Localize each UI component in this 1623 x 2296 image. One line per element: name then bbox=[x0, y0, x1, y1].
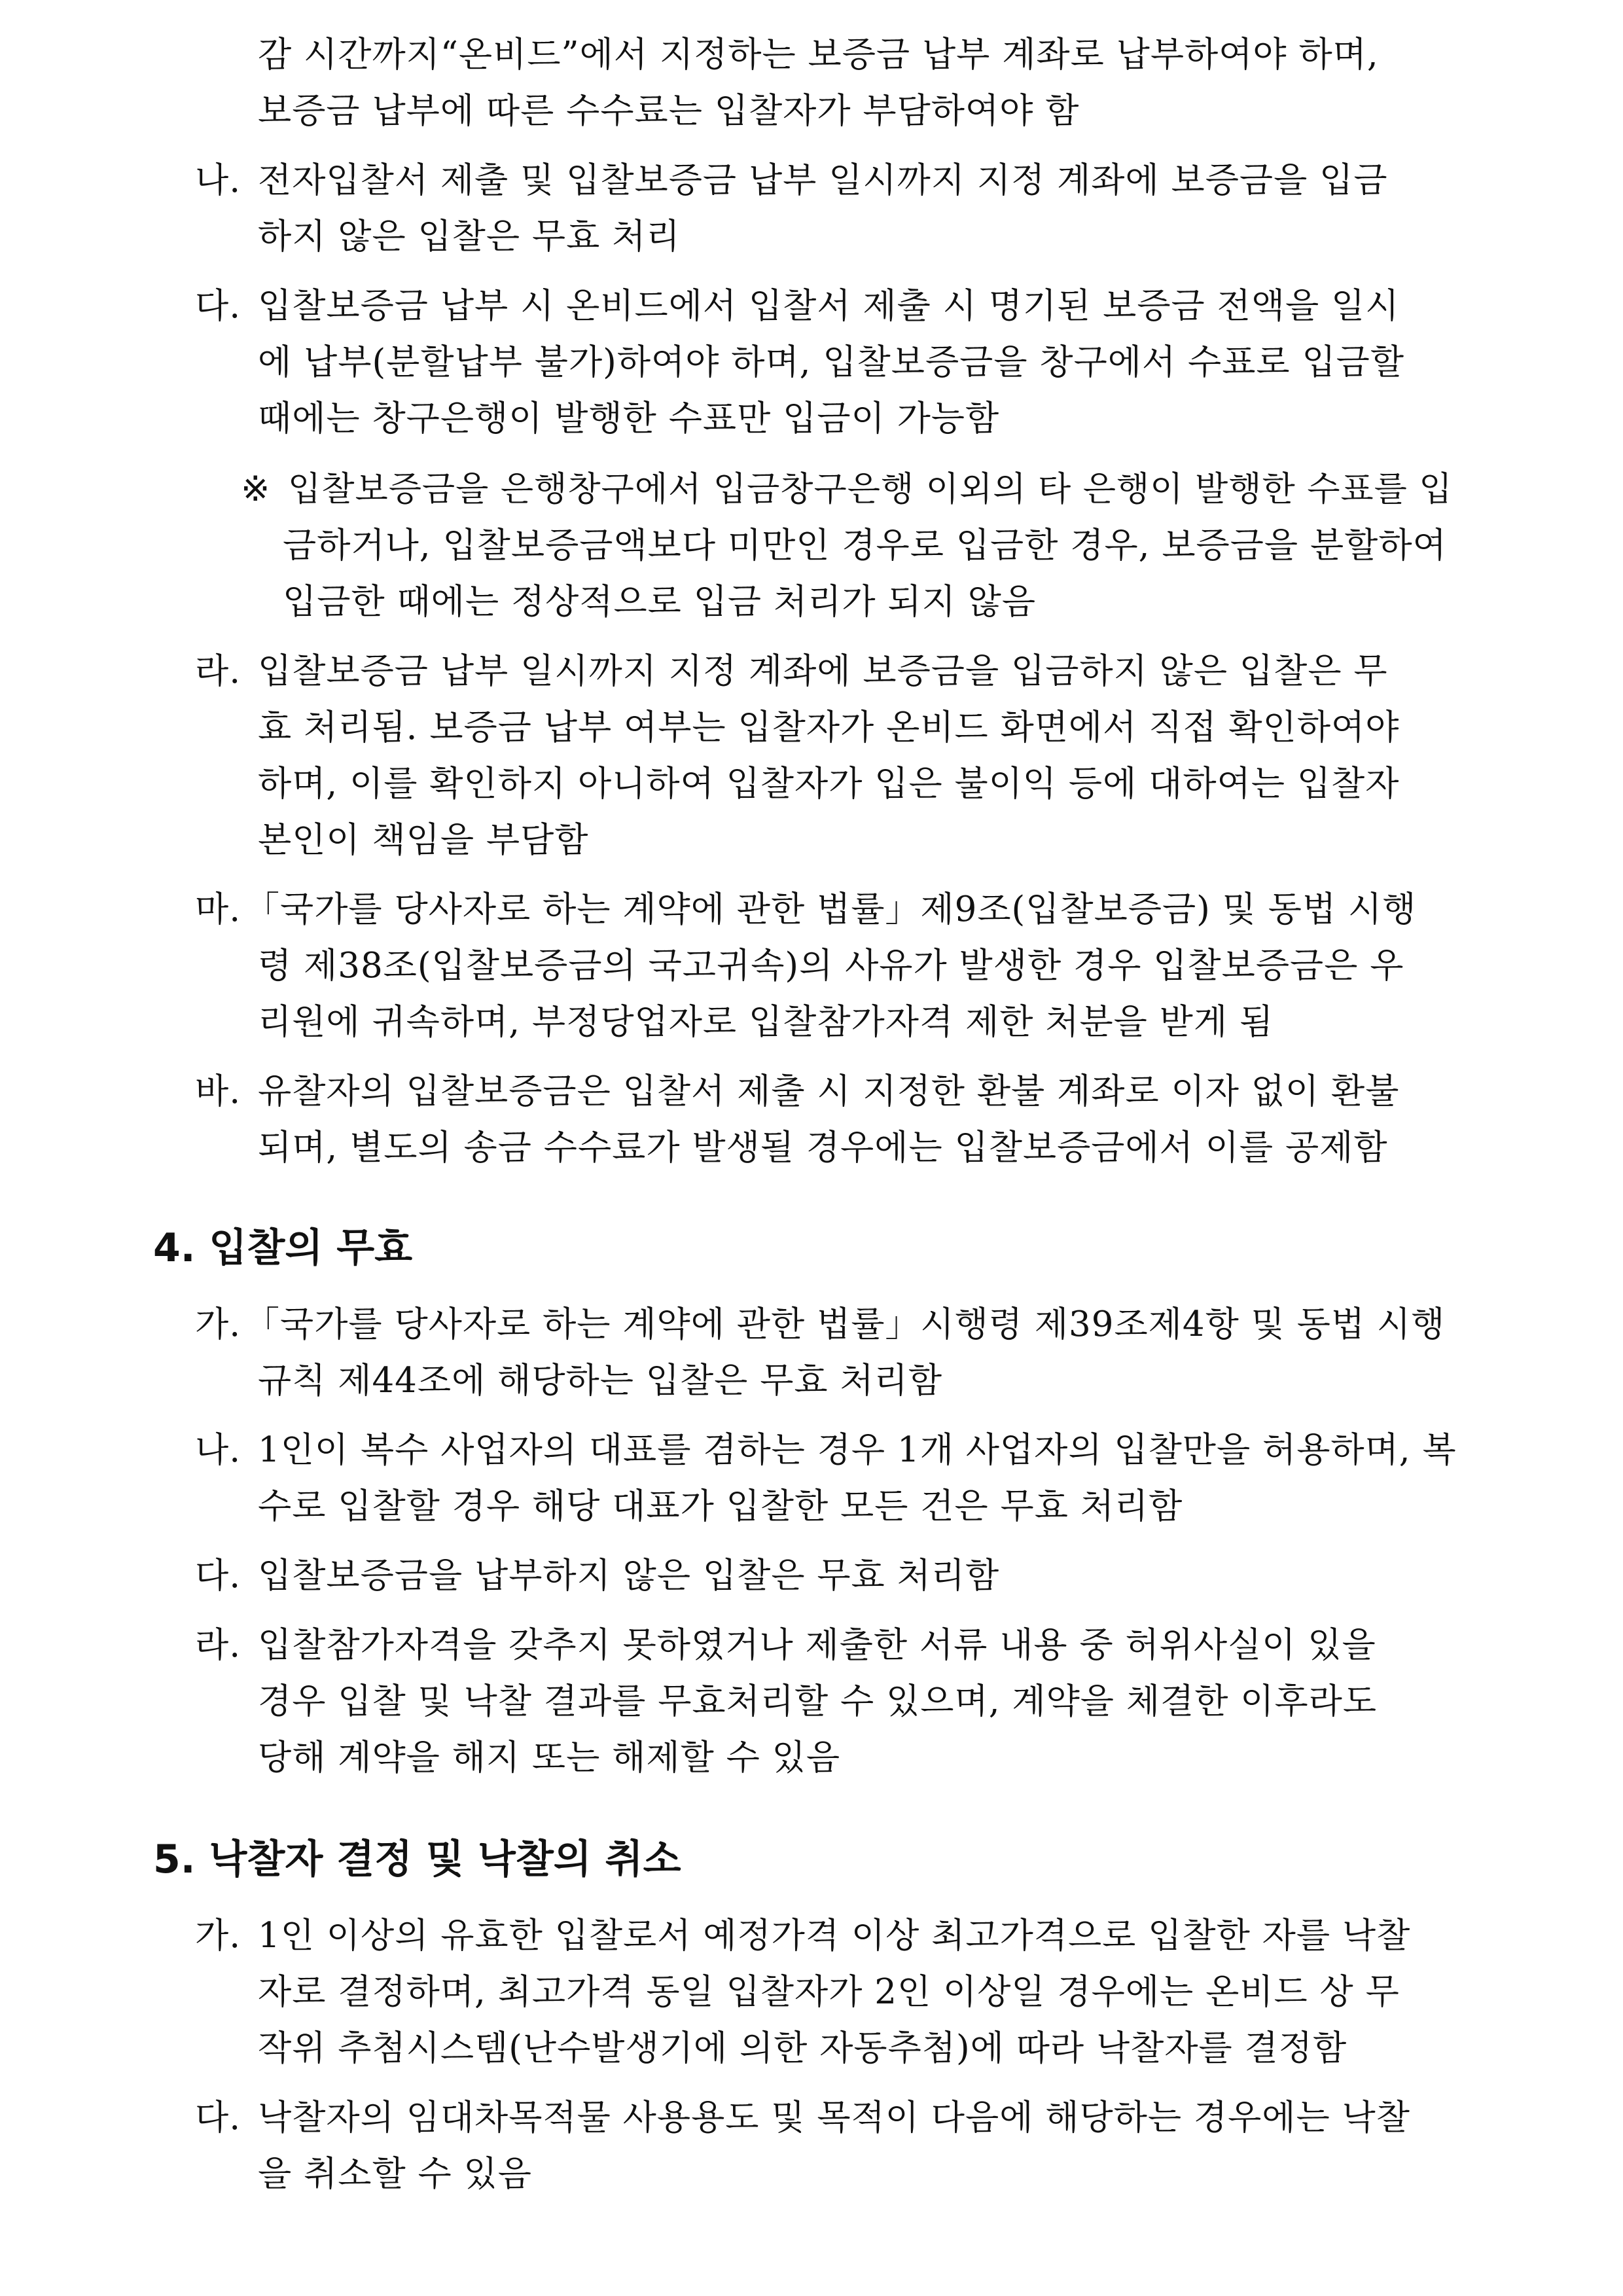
text-line: 리원에 귀속하며, 부정당업자로 입찰참가자격 제한 처분을 받게 됨 bbox=[258, 1002, 1274, 1042]
text-line: 규칙 제44조에 해당하는 입찰은 무효 처리함 bbox=[258, 1361, 943, 1401]
text-line: 본인이 책임을 부담함 bbox=[258, 820, 589, 860]
text-line: 에 납부(분할납부 불가)하여야 하며, 입찰보증금을 창구에서 수표로 입금할 bbox=[258, 342, 1405, 382]
text-line: 「국가를 당사자로 하는 계약에 관한 법률」제9조(입찰보증금) 및 동법 시행 bbox=[245, 889, 1417, 929]
text-line: 효 처리됨. 보증금 납부 여부는 입찰자가 온비드 화면에서 직접 확인하여야 bbox=[258, 708, 1400, 747]
item-marker: 가. bbox=[195, 1916, 241, 1956]
text-line: 1인 이상의 유효한 입찰로서 예정가격 이상 최고가격으로 입찰한 자를 낙찰 bbox=[258, 1916, 1411, 1956]
item-marker: 라. bbox=[195, 1625, 241, 1665]
text-line: 자로 결정하며, 최고가격 동일 입찰자가 2인 이상일 경우에는 온비드 상 무 bbox=[258, 1972, 1400, 2012]
note-marker: ※ bbox=[241, 469, 271, 509]
text-line: 낙찰자의 임대차목적물 사용용도 및 목적이 다음에 해당하는 경우에는 낙찰 bbox=[258, 2098, 1410, 2138]
text-line: 하며, 이를 확인하지 아니하여 입찰자가 입은 불이익 등에 대하여는 입찰자 bbox=[258, 764, 1400, 804]
item-marker: 마. bbox=[195, 889, 241, 929]
item-marker: 가. bbox=[195, 1304, 241, 1344]
item-marker: 나. bbox=[195, 160, 241, 200]
text-line: 때에는 창구은행이 발행한 수표만 입금이 가능함 bbox=[258, 399, 1000, 439]
text-line: 보증금 납부에 따른 수수료는 입찰자가 부담하여야 함 bbox=[258, 91, 1080, 131]
text-line: 하지 않은 입찰은 무효 처리 bbox=[258, 217, 681, 257]
text-line: 전자입찰서 제출 및 입찰보증금 납부 일시까지 지정 계좌에 보증금을 입금 bbox=[258, 160, 1388, 200]
text-line: 입찰참가자격을 갖추지 못하였거나 제출한 서류 내용 중 허위사실이 있을 bbox=[258, 1625, 1376, 1665]
text-line: 유찰자의 입찰보증금은 입찰서 제출 시 지정한 환불 계좌로 이자 없이 환불 bbox=[258, 1071, 1400, 1111]
text-line: 금하거나, 입찰보증금액보다 미만인 경우로 입금한 경우, 보증금을 분할하여 bbox=[283, 526, 1447, 565]
text-line: 입찰보증금을 은행창구에서 입금창구은행 이외의 타 은행이 발행한 수표를 입 bbox=[288, 470, 1453, 509]
item-marker: 다. bbox=[195, 1556, 241, 1596]
section-heading-5: 5. 낙찰자 결정 및 낙찰의 취소 bbox=[153, 1837, 681, 1882]
section-heading-4: 4. 입찰의 무효 bbox=[153, 1225, 413, 1271]
item-marker: 라. bbox=[195, 651, 241, 691]
text-line: 입찰보증금 납부 일시까지 지정 계좌에 보증금을 입금하지 않은 입찰은 무 bbox=[258, 651, 1388, 691]
text-line: 을 취소할 수 있음 bbox=[258, 2154, 532, 2194]
text-line: 령 제38조(입찰보증금의 국고귀속)의 사유가 발생한 경우 입찰보증금은 우 bbox=[258, 946, 1404, 986]
text-line: 「국가를 당사자로 하는 계약에 관한 법률」시행령 제39조제4항 및 동법 시행 bbox=[245, 1304, 1446, 1344]
text-line: 당해 계약을 해지 또는 해제할 수 있음 bbox=[258, 1738, 841, 1778]
item-marker: 다. bbox=[195, 286, 241, 326]
text-line: 되며, 별도의 송금 수수료가 발생될 경우에는 입찰보증금에서 이를 공제함 bbox=[258, 1128, 1388, 1168]
text-line: 작위 추첨시스템(난수발생기에 의한 자동추첨)에 따라 낙찰자를 결정함 bbox=[258, 2028, 1347, 2068]
item-marker: 다. bbox=[195, 2098, 241, 2138]
text-line: 입찰보증금을 납부하지 않은 입찰은 무효 처리함 bbox=[258, 1556, 1000, 1596]
text-line: 입찰보증금 납부 시 온비드에서 입찰서 제출 시 명기된 보증금 전액을 일시 bbox=[258, 286, 1400, 326]
text-line: 수로 입찰할 경우 해당 대표가 입찰한 모든 건은 무효 처리함 bbox=[258, 1486, 1183, 1526]
item-marker: 바. bbox=[195, 1071, 241, 1111]
item-marker: 나. bbox=[195, 1430, 241, 1470]
text-line: 경우 입찰 및 낙찰 결과를 무효처리할 수 있으며, 계약을 체결한 이후라도 bbox=[258, 1681, 1378, 1721]
text-line: 1인이 복수 사업자의 대표를 겸하는 경우 1개 사업자의 입찰만을 허용하며, 복 bbox=[258, 1430, 1457, 1470]
text-line: 감 시간까지“온비드”에서 지정하는 보증금 납부 계좌로 납부하여야 하며, bbox=[258, 35, 1379, 75]
text-line: 입금한 때에는 정상적으로 입금 처리가 되지 않음 bbox=[283, 582, 1037, 622]
